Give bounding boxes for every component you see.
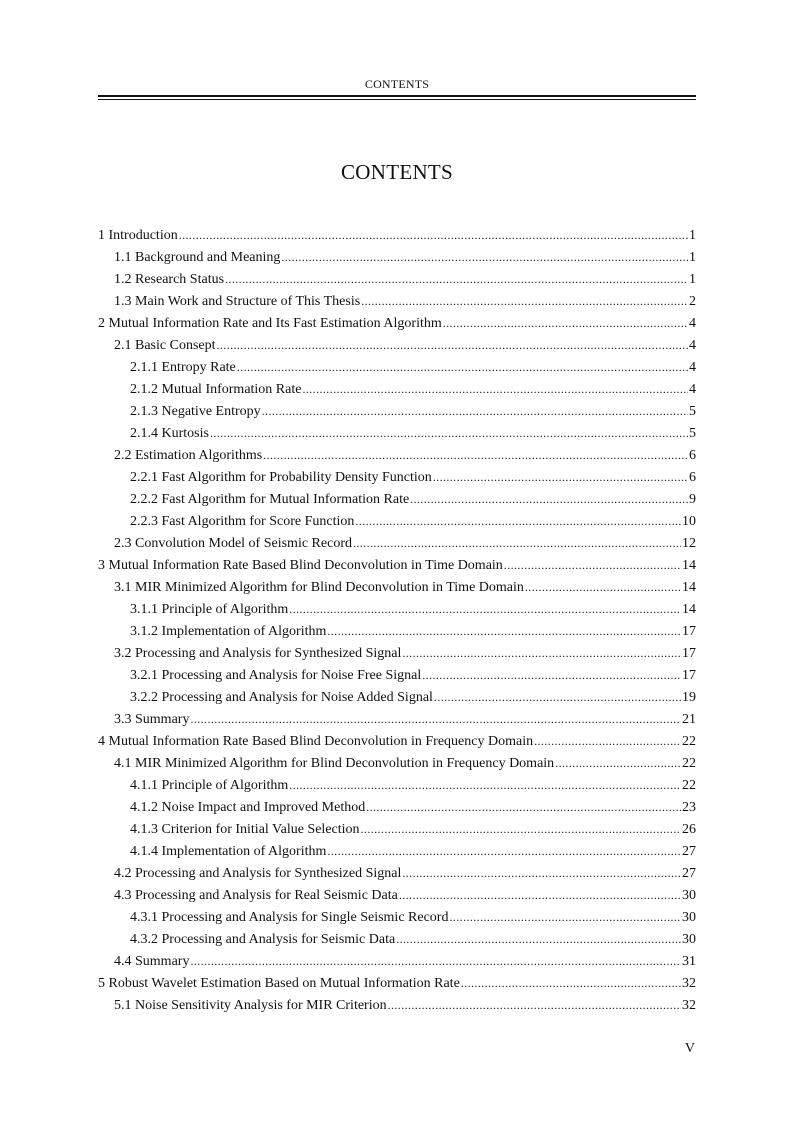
toc-entry-label: 4.1.2 Noise Impact and Improved Method	[130, 800, 366, 815]
toc-entry[interactable]	[98, 310, 696, 332]
toc-leader-dots	[237, 359, 688, 376]
toc-entry[interactable]	[98, 926, 696, 948]
toc-leader-dots	[504, 557, 681, 574]
toc-entry[interactable]	[98, 992, 696, 1014]
toc-entry-label: 2.1.3 Negative Entropy	[130, 404, 261, 419]
toc-entry[interactable]	[98, 332, 696, 354]
toc-entry-label: 3.1 MIR Minimized Algorithm for Blind Deconvolution in Time Domain	[114, 580, 524, 595]
toc-entry-label: 3.3 Summary	[114, 712, 190, 727]
toc-entry-label: 3.1.1 Principle of Algorithm	[130, 602, 289, 617]
toc-leader-dots	[361, 821, 681, 838]
toc-entry-label: 4.3.1 Processing and Analysis for Single Seismic Record	[130, 910, 449, 925]
toc-entry-page: 30	[682, 932, 696, 947]
toc-entry[interactable]	[98, 772, 696, 794]
toc-entry[interactable]	[98, 640, 696, 662]
toc-entry-page: 17	[682, 646, 696, 661]
toc-entry[interactable]	[98, 354, 696, 376]
toc-entry-label: 3.2.2 Processing and Analysis for Noise Added Signal	[130, 690, 433, 705]
page-title: CONTENTS	[340, 160, 454, 184]
toc-entry[interactable]	[98, 398, 696, 420]
toc-leader-dots	[179, 227, 688, 244]
toc-entry[interactable]	[98, 486, 696, 508]
toc-entry-page: 31	[682, 954, 696, 969]
toc-entry-label: 2 Mutual Information Rate and Its Fast Estimation Algorithm	[98, 316, 442, 331]
toc-entry-page: 14	[682, 558, 696, 573]
toc-leader-dots	[443, 315, 688, 332]
toc-entry-label: 2.1.4 Kurtosis	[130, 426, 209, 441]
toc-entry-label: 2.1.2 Mutual Information Rate	[130, 382, 302, 397]
toc-entry[interactable]	[98, 904, 696, 926]
toc-entry[interactable]	[98, 266, 696, 288]
toc-entry-label: 4.4 Summary	[114, 954, 190, 969]
toc-leader-dots	[225, 271, 688, 288]
toc-entry-label: 4 Mutual Information Rate Based Blind Deconvolution in Frequency Domain	[98, 734, 534, 749]
toc-leader-dots	[399, 887, 681, 904]
toc-entry-label: 2.1.1 Entropy Rate	[130, 360, 236, 375]
toc-entry-page: 4	[689, 360, 696, 375]
toc-entry-label: 5 Robust Wavelet Estimation Based on Mutual Information Rate	[98, 976, 460, 991]
toc-leader-dots	[461, 975, 681, 992]
toc-entry[interactable]	[98, 882, 696, 904]
toc-leader-dots	[396, 931, 681, 948]
toc-entry-label: 3.1.2 Implementation of Algorithm	[130, 624, 327, 639]
toc-entry-page: 12	[682, 536, 696, 551]
toc-entry-page: 17	[682, 668, 696, 683]
toc-entry[interactable]	[98, 860, 696, 882]
toc-entry-page: 14	[682, 580, 696, 595]
toc-entry-label: 2.2.2 Fast Algorithm for Mutual Information Rate	[130, 492, 410, 507]
toc-entry-label: 4.1 MIR Minimized Algorithm for Blind Deconvolution in Frequency Domain	[114, 756, 555, 771]
toc-leader-dots	[262, 403, 688, 420]
toc-entry-page: 1	[689, 272, 696, 287]
toc-entry-label: 2.1 Basic Consept	[114, 338, 216, 353]
toc-leader-dots	[327, 623, 681, 640]
toc-entry-page: 5	[689, 426, 696, 441]
toc-entry-label: 4.1.4 Implementation of Algorithm	[130, 844, 327, 859]
toc-entry[interactable]	[98, 794, 696, 816]
toc-entry-label: 1.3 Main Work and Structure of This Thesis	[114, 294, 361, 309]
toc-leader-dots	[281, 249, 688, 266]
toc-leader-dots	[422, 667, 681, 684]
toc-entry-page: 30	[682, 888, 696, 903]
toc-entry[interactable]	[98, 838, 696, 860]
toc-leader-dots	[210, 425, 688, 442]
toc-leader-dots	[534, 733, 681, 750]
toc-leader-dots	[302, 381, 688, 398]
toc-entry-page: 5	[689, 404, 696, 419]
toc-entry-page: 32	[682, 998, 696, 1013]
toc-entry-label: 3.2.1 Processing and Analysis for Noise Free Signal	[130, 668, 422, 683]
toc-leader-dots	[289, 777, 681, 794]
toc-leader-dots	[402, 865, 681, 882]
toc-entry-page: 14	[682, 602, 696, 617]
toc-entry-page: 19	[682, 690, 696, 705]
toc-entry-page: 27	[682, 844, 696, 859]
toc-entry[interactable]	[98, 420, 696, 442]
toc-leader-dots	[289, 601, 681, 618]
toc-entry-label: 2.2.3 Fast Algorithm for Score Function	[130, 514, 355, 529]
toc-leader-dots	[353, 535, 681, 552]
toc-entry[interactable]	[98, 684, 696, 706]
toc-entry-page: 4	[689, 382, 696, 397]
toc-entry-page: 21	[682, 712, 696, 727]
table-of-contents	[98, 222, 696, 1014]
toc-entry-page: 4	[689, 338, 696, 353]
toc-entry[interactable]	[98, 816, 696, 838]
toc-entry[interactable]	[98, 464, 696, 486]
toc-entry-page: 22	[682, 778, 696, 793]
toc-entry-page: 6	[689, 448, 696, 463]
toc-leader-dots	[190, 711, 681, 728]
header-rule-thick	[98, 95, 696, 97]
toc-entry-page: 26	[682, 822, 696, 837]
toc-entry[interactable]	[98, 970, 696, 992]
toc-entry[interactable]	[98, 662, 696, 684]
toc-leader-dots	[366, 799, 681, 816]
toc-leader-dots	[263, 447, 688, 464]
toc-entry-label: 4.3 Processing and Analysis for Real Seismic Data	[114, 888, 398, 903]
toc-entry-page: 4	[689, 316, 696, 331]
toc-entry-page: 30	[682, 910, 696, 925]
toc-entry-label: 4.1.3 Criterion for Initial Value Selection	[130, 822, 360, 837]
toc-entry-page: 10	[682, 514, 696, 529]
toc-entry-label: 3.2 Processing and Analysis for Synthesized Signal	[114, 646, 402, 661]
header-rule-thin	[98, 99, 696, 100]
toc-entry[interactable]	[98, 288, 696, 310]
toc-leader-dots	[361, 293, 688, 310]
toc-entry-label: 5.1 Noise Sensitivity Analysis for MIR Criterion	[114, 998, 387, 1013]
toc-entry-page: 6	[689, 470, 696, 485]
toc-entry[interactable]	[98, 728, 696, 750]
toc-leader-dots	[388, 997, 681, 1014]
toc-entry-page: 27	[682, 866, 696, 881]
toc-entry-label: 2.2.1 Fast Algorithm for Probability Density Function	[130, 470, 432, 485]
toc-entry[interactable]	[98, 596, 696, 618]
toc-entry[interactable]	[98, 530, 696, 552]
toc-entry-label: 2.2 Estimation Algorithms	[114, 448, 263, 463]
toc-entry-label: 1.2 Research Status	[114, 272, 225, 287]
toc-entry-label: 2.3 Convolution Model of Seismic Record	[114, 536, 352, 551]
toc-entry-label: 3 Mutual Information Rate Based Blind Deconvolution in Time Domain	[98, 558, 503, 573]
toc-leader-dots	[525, 579, 681, 596]
toc-leader-dots	[402, 645, 681, 662]
page-number: V	[684, 1041, 695, 1056]
toc-entry-label: 4.1.1 Principle of Algorithm	[130, 778, 289, 793]
toc-entry[interactable]	[98, 618, 696, 640]
toc-entry-page: 23	[682, 800, 696, 815]
toc-entry[interactable]	[98, 574, 696, 596]
toc-entry[interactable]	[98, 244, 696, 266]
toc-leader-dots	[449, 909, 681, 926]
toc-leader-dots	[433, 469, 688, 486]
toc-leader-dots	[434, 689, 681, 706]
toc-entry[interactable]	[98, 222, 696, 244]
toc-entry-label: 1 Introduction	[98, 228, 178, 243]
running-header: CONTENTS	[364, 77, 430, 91]
toc-entry-page: 1	[689, 228, 696, 243]
toc-leader-dots	[190, 953, 681, 970]
toc-leader-dots	[217, 337, 689, 354]
toc-entry-page: 2	[689, 294, 696, 309]
toc-entry-label: 1.1 Background and Meaning	[114, 250, 281, 265]
toc-entry[interactable]	[98, 552, 696, 574]
toc-entry-page: 17	[682, 624, 696, 639]
toc-leader-dots	[327, 843, 681, 860]
toc-entry[interactable]	[98, 750, 696, 772]
toc-entry-label: 4.3.2 Processing and Analysis for Seismic Data	[130, 932, 396, 947]
toc-leader-dots	[410, 491, 688, 508]
toc-entry-page: 1	[689, 250, 696, 265]
toc-entry[interactable]	[98, 706, 696, 728]
toc-entry[interactable]	[98, 442, 696, 464]
toc-leader-dots	[355, 513, 681, 530]
toc-leader-dots	[555, 755, 681, 772]
toc-entry-page: 22	[682, 734, 696, 749]
toc-entry[interactable]	[98, 948, 696, 970]
toc-entry-label: 4.2 Processing and Analysis for Synthesized Signal	[114, 866, 402, 881]
toc-entry-page: 32	[682, 976, 696, 991]
toc-entry-page: 9	[689, 492, 696, 507]
toc-entry-page: 22	[682, 756, 696, 771]
toc-entry[interactable]	[98, 508, 696, 530]
toc-entry[interactable]	[98, 376, 696, 398]
